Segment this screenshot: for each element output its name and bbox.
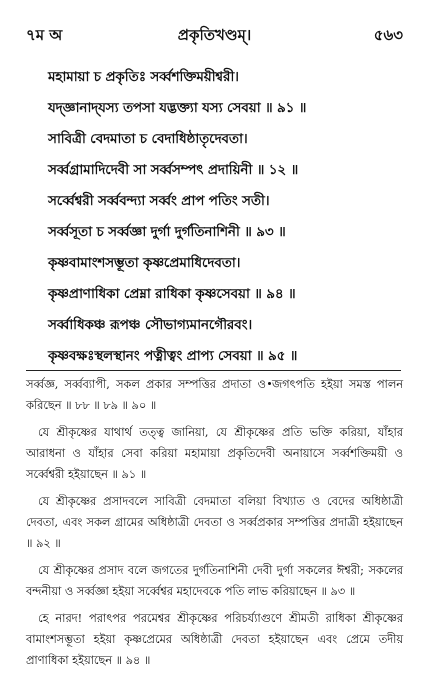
verse-line: সর্ব্বাধিকঞ্চ রূপঞ্চ সৌভাগ্যমানগৌরবং। xyxy=(48,317,253,333)
commentary-text: হে নারদ! পরাৎপর পরমেশ্বর শ্রীকৃষ্ণের পরিচর্য্যাগুণে শ্রীমতী রাধিকা শ্রীকৃষ্ণের বামাংশসম্ভূতা হইয়া কৃষ্ণপ্রেমের অধিষ্ঠাত্রী দেবতা হইয়াছেন এবং প্রেমে তদীয় প্রাণাধিকা হইয়াছেন ॥ ৯৪ ॥ xyxy=(26,612,403,667)
commentary-text: যে শ্রীকৃষ্ণের প্রসাদ বলে জগতের দুর্গতিনাশিনী দেবী দুর্গা সকলের ঈশ্বরী; সকলের বন্দনীয়া ও সর্ব্বজ্ঞা হইয়া সর্ব্বেশ্বর মহাদেবকে পতি লাভ করিয়াছেন ॥ ৯৩ ॥ xyxy=(26,564,403,598)
commentary-paragraph xyxy=(26,422,403,485)
verse-line: মহামায়া চ প্রকৃতিঃ সর্ব্বশক্তিময়ীশ্বরী। xyxy=(48,69,239,85)
commentary-paragraph xyxy=(26,560,403,602)
page-header xyxy=(26,24,403,48)
verse-line: সর্ব্বগ্রামাদিদেবী সা সর্ব্বসম্পৎ প্রদায়িনী ॥ ১২ ॥ xyxy=(48,162,299,178)
verse-line: সর্ব্বসূতা চ সর্ব্বজ্ঞা দুর্গা দুর্গতিনাশিনী ॥ ৯৩ ॥ xyxy=(48,224,286,240)
page-title: প্রকৃতিখণ্ডম্‌। xyxy=(177,26,252,44)
commentary-paragraph xyxy=(26,491,403,554)
verse-line: কৃষ্ণপ্রাণাধিকা প্রেম্না রাধিকা কৃষ্ণসেবয়া ॥ ৯৪ ॥ xyxy=(48,286,296,302)
verse-line: সাবিত্রী বেদমাতা চ বেদাধিষ্ঠাতৃদেবতা। xyxy=(48,131,248,147)
page-number: ৫৬৩ xyxy=(373,26,403,44)
verse-line: সর্ব্বেশ্বরী সর্ব্ববন্দ্যা সর্ব্বং প্রাপ পতিং সতী। xyxy=(48,193,270,209)
section-divider xyxy=(26,370,401,371)
verse-line: যদ্‌জ্ঞানাদ্‌যস্য তপসা যদ্ভক্ত্যা যস্য সেবয়া ॥ ৯১ ॥ xyxy=(48,100,307,116)
commentary-text: যে শ্রীকৃষ্ণের যাথার্থ তত্ত্ব জানিয়া, যে শ্রীকৃষ্ণের প্রতি ভক্তি করিয়া, যাঁহার আরাধনা ও যাঁহার সেবা করিয়া মহামায়া প্রকৃতিদেবী অনায়াসে সর্ব্বশক্তিময়ী ও সর্ব্বেশ্বরী হইয়াছেন ॥ ৯১ ॥ xyxy=(26,426,403,481)
bengali-commentary xyxy=(26,374,403,677)
commentary-paragraph xyxy=(26,608,403,671)
verse-line: কৃষ্ণবক্ষঃস্থলস্থানং পত্নীত্বং প্রাপ্য সেবয়া ॥ ৯৫ ॥ xyxy=(48,348,298,364)
commentary-paragraph: সর্ব্বজ্ঞ, সর্ব্বব্যাপী, সকল প্রকার সম্পত্তির প্রদাতা ও জগৎপতি হইয়া সমস্ত পালন করিছেন ॥ ৮৮ ॥ ৮৯ ॥ ৯০ ॥ xyxy=(26,378,403,412)
verse-line: কৃষ্ণবামাংশসম্ভূতা কৃষ্ণপ্রেমাধিদেবতা। xyxy=(48,255,241,271)
commentary-text: যে শ্রীকৃষ্ণের প্রসাদবলে সাবিত্রী বেদমাতা বলিয়া বিখ্যাত ও বেদের অধিষ্ঠাত্রী দেবতা, এবং সকল গ্রামের অধিষ্ঠাত্রী দেবতা ও সর্ব্বপ্রকার সম্পত্তির প্রদাত্রী হইয়াছেন ॥ ৯২ ॥ xyxy=(26,495,403,550)
sanskrit-verses xyxy=(48,62,409,372)
chapter-label: ৭ম অ xyxy=(26,26,63,44)
